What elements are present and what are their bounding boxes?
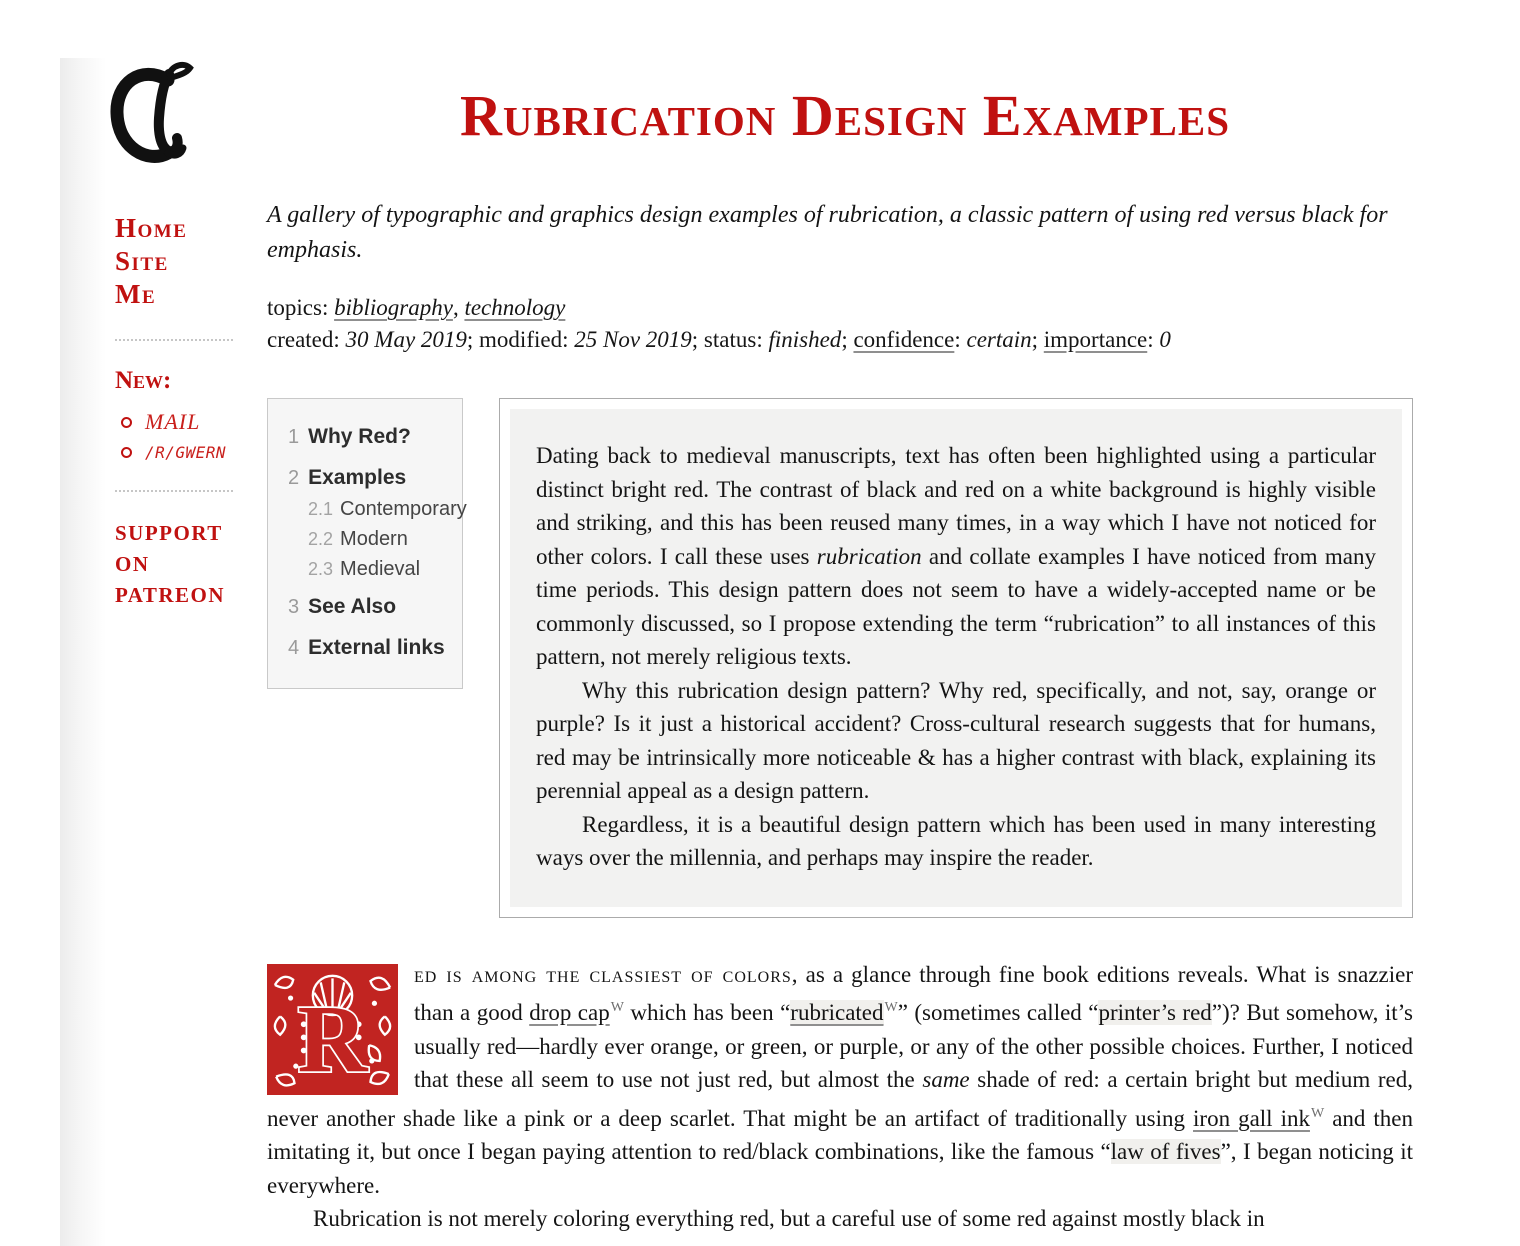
toc-number: 2.3 — [308, 559, 334, 579]
importance-link[interactable]: importance — [1043, 327, 1148, 352]
toc-label: Contemporary — [340, 498, 467, 520]
toc-label: Why Red? — [308, 425, 411, 448]
toc-abstract-row — [267, 398, 1413, 918]
toc-number: 1 — [288, 426, 300, 448]
link-printers-red[interactable]: printer’s red — [1098, 1000, 1212, 1025]
confidence-value: certain — [966, 327, 1032, 352]
toc-number: 3 — [288, 596, 300, 618]
body-text-segment: ” (sometimes called “ — [897, 1000, 1099, 1025]
abstract-paragraph: Regardless, it is a beautiful design pattern which has been used in many interesting ways over the millennia, and perhaps may inspire the reader. — [536, 811, 1376, 870]
sidebar-divider — [115, 490, 233, 492]
lead-smallcaps: ed is among the classiest of colors — [414, 961, 792, 987]
sidebar-link-patreon[interactable]: SUPPORT ON PATREON — [115, 521, 226, 607]
link-drop-cap[interactable]: drop cap — [529, 1000, 610, 1025]
separator: ; — [1031, 327, 1044, 352]
body-emphasis: same — [922, 1067, 970, 1092]
modified-date: 25 Nov 2019 — [574, 327, 692, 352]
link-iron-gall-ink[interactable]: iron gall ink — [1193, 1105, 1310, 1131]
abstract-box — [499, 398, 1413, 918]
list-item — [121, 409, 260, 435]
abstract-text — [510, 409, 1402, 907]
ornamental-drop-cap — [267, 964, 398, 1095]
list-item — [121, 443, 260, 462]
toc-sublist — [308, 498, 467, 581]
toc-item-why-red[interactable] — [288, 425, 450, 449]
page-title: Rubrication Design Examples — [459, 83, 1230, 148]
topics-separator: , — [452, 295, 465, 320]
toc-label: Modern — [340, 528, 408, 550]
sidebar-new-heading: New: — [115, 367, 172, 394]
table-of-contents — [267, 398, 467, 689]
confidence-link[interactable]: confidence — [853, 327, 955, 352]
separator: : — [954, 327, 967, 352]
toc-label: External links — [308, 636, 445, 659]
separator: : — [1147, 327, 1160, 352]
abstract-emphasis: rubrication — [816, 543, 922, 569]
page-edge-shadow — [60, 58, 106, 1246]
status-label: ; status: — [691, 327, 769, 352]
article-body — [267, 958, 1413, 1236]
toc-number: 4 — [288, 637, 300, 659]
abstract-text-segment: Dating back to medieval manuscripts, text has often been highlighted using a particular distinct bright red. The contrast of black and red on a white background is highly visible and striking, and this has been reused many times, in a way which I have not noticed for other colors. I call these uses — [536, 443, 1376, 569]
body-paragraph-1 — [267, 958, 1413, 1203]
abstract-paragraph: Why this rubrication design pattern? Why red, specifically, and not, say, orange or purple? Is it just a historical accident? Cross-cultural research suggests that for humans, red may be intrinsically more noticeable & has a higher contrast with black, explaining its perennial appeal as a design pattern. — [536, 677, 1376, 803]
created-line — [267, 324, 1413, 356]
importance-value: 0 — [1159, 327, 1171, 352]
link-rubricated[interactable]: rubricated — [790, 1000, 884, 1025]
toc-item-modern[interactable] — [308, 528, 450, 551]
main-column — [267, 198, 1413, 1236]
link-law-of-fives[interactable]: law of fives — [1110, 1139, 1221, 1164]
masthead — [0, 84, 1520, 148]
status-value: finished — [768, 327, 842, 352]
wikipedia-sup-icon[interactable]: W — [884, 1000, 898, 1015]
body-text-segment: shade of red: a certain bright but medium red, never another shade like a pink or a deep scarlet. That might be an artifact of traditionally using — [267, 1067, 1413, 1131]
bullet-icon — [121, 447, 132, 458]
toc-item-contemporary[interactable] — [308, 498, 467, 521]
body-text-segment: ”)? But somehow, it’s usually red—hardly ever orange, or green, or purple, or any of the other possible choices. Further, I noticed that these all seem to use not just red, but almost the — [414, 1000, 1414, 1092]
sidebar-link-rgwern[interactable]: /R/GWERN — [145, 443, 227, 462]
created-label: created: — [267, 327, 346, 352]
separator: ; — [841, 327, 854, 352]
toc-number: 2 — [288, 467, 300, 489]
wikipedia-sup-icon[interactable]: W — [610, 1000, 624, 1015]
body-text-segment: which has been “ — [623, 1000, 791, 1025]
body-text-segment: and then imitating it, but once I began paying attention to red/black combinations, like the famous “ — [267, 1105, 1414, 1164]
body-text-segment: , as a glance through fine book editions reveals. What is snazzier than a good — [414, 961, 1413, 1025]
body-paragraph-2: Rubrication is not merely coloring everything red, but a careful use of some red against mostly black in — [313, 1206, 1265, 1231]
bullet-icon — [121, 417, 132, 428]
topics-label: topics: — [267, 295, 335, 320]
created-date: 30 May 2019 — [345, 327, 467, 352]
sidebar-link-me[interactable]: Me — [115, 279, 157, 309]
toc-number: 2.1 — [308, 499, 334, 519]
sidebar-divider — [115, 339, 233, 341]
toc-item-examples[interactable] — [288, 466, 450, 490]
drop-cap-letter: R — [297, 984, 368, 1092]
modified-label: ; modified: — [466, 327, 575, 352]
toc-label: Examples — [308, 466, 407, 489]
body-text-segment: ”, I began noticing it everywhere. — [267, 1139, 1413, 1198]
toc-number: 2.2 — [308, 529, 334, 549]
wikipedia-sup-icon[interactable]: W — [1310, 1105, 1325, 1121]
sidebar-link-home[interactable]: Home — [115, 213, 188, 243]
toc-label: Medieval — [340, 558, 421, 580]
abstract-text-segment: and collate examples I have noticed from many time periods. This design pattern does not seem to have a widely-accepted name or be commonly discussed, so I propose extending the term “rubrication” to all instances of this pattern, not merely religious texts. — [536, 543, 1376, 669]
toc-item-see-also[interactable] — [288, 595, 450, 619]
abstract-paragraph — [536, 439, 1376, 674]
sidebar-link-mail[interactable]: MAIL — [145, 409, 201, 434]
topic-link-technology[interactable]: technology — [464, 295, 566, 320]
topics-line — [267, 292, 1413, 324]
sidebar — [115, 212, 260, 611]
toc-label: See Also — [308, 595, 397, 618]
topic-link-bibliography[interactable]: bibliography — [334, 295, 453, 320]
toc-item-external-links[interactable] — [288, 636, 450, 660]
page-description: A gallery of typographic and graphics design examples of rubrication, a classic pattern of using red versus black for emphasis. — [267, 202, 1388, 263]
toc-item-medieval[interactable] — [308, 558, 450, 581]
sidebar-link-site[interactable]: Site — [115, 246, 169, 276]
sidebar-new-list — [115, 409, 260, 462]
